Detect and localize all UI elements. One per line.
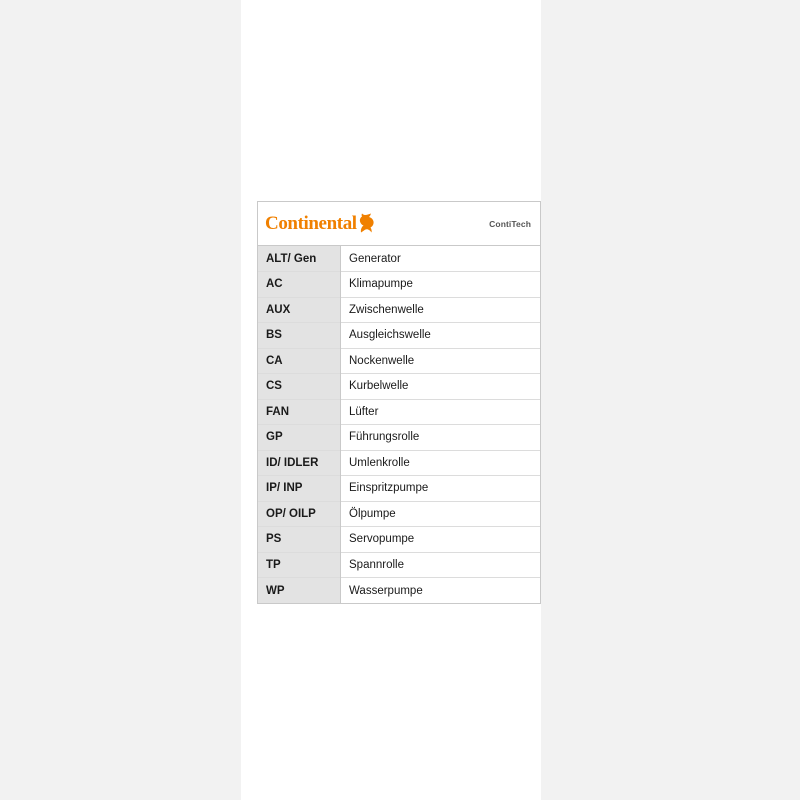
abbreviation-cell: OP/ OILP <box>258 501 341 527</box>
table-row <box>258 272 540 298</box>
table-row <box>258 476 540 502</box>
abbreviation-cell: FAN <box>258 399 341 425</box>
abbreviation-cell: WP <box>258 578 341 604</box>
table-row <box>258 450 540 476</box>
table-row <box>258 527 540 553</box>
table-row <box>258 578 540 604</box>
page-right-band <box>541 0 800 800</box>
description-cell: Umlenkrolle <box>341 450 541 476</box>
abbreviation-cell: GP <box>258 425 341 451</box>
description-cell: Generator <box>341 246 541 272</box>
description-cell: Servopumpe <box>341 527 541 553</box>
contitech-sub-brand: ContiTech <box>489 218 531 229</box>
table-row <box>258 246 540 272</box>
abbreviation-cell: IP/ INP <box>258 476 341 502</box>
table-row <box>258 425 540 451</box>
description-cell: Kurbelwelle <box>341 374 541 400</box>
description-cell: Klimapumpe <box>341 272 541 298</box>
description-cell: Führungsrolle <box>341 425 541 451</box>
brand-wordmark: Continental <box>265 213 357 234</box>
description-cell: Ölpumpe <box>341 501 541 527</box>
abbreviation-cell: ID/ IDLER <box>258 450 341 476</box>
abbreviation-cell: CS <box>258 374 341 400</box>
description-cell: Nockenwelle <box>341 348 541 374</box>
continental-logo <box>265 214 375 234</box>
description-cell: Zwischenwelle <box>341 297 541 323</box>
page-left-band <box>0 0 241 800</box>
abbreviation-cell: CA <box>258 348 341 374</box>
table-row <box>258 297 540 323</box>
table-row <box>258 348 540 374</box>
description-cell: Ausgleichswelle <box>341 323 541 349</box>
horse-logo-icon <box>358 213 375 233</box>
abbreviation-cell: AUX <box>258 297 341 323</box>
table-row <box>258 399 540 425</box>
table-row <box>258 501 540 527</box>
abbreviation-cell: ALT/ Gen <box>258 246 341 272</box>
abbreviation-legend-table <box>258 246 540 603</box>
table-row <box>258 552 540 578</box>
table-row <box>258 374 540 400</box>
table-row <box>258 323 540 349</box>
description-cell: Lüfter <box>341 399 541 425</box>
legend-card <box>257 201 541 604</box>
description-cell: Wasserpumpe <box>341 578 541 604</box>
abbreviation-cell: PS <box>258 527 341 553</box>
abbreviation-cell: TP <box>258 552 341 578</box>
brand-header <box>258 202 540 246</box>
description-cell: Spannrolle <box>341 552 541 578</box>
abbreviation-cell: BS <box>258 323 341 349</box>
description-cell: Einspritzpumpe <box>341 476 541 502</box>
abbreviation-cell: AC <box>258 272 341 298</box>
